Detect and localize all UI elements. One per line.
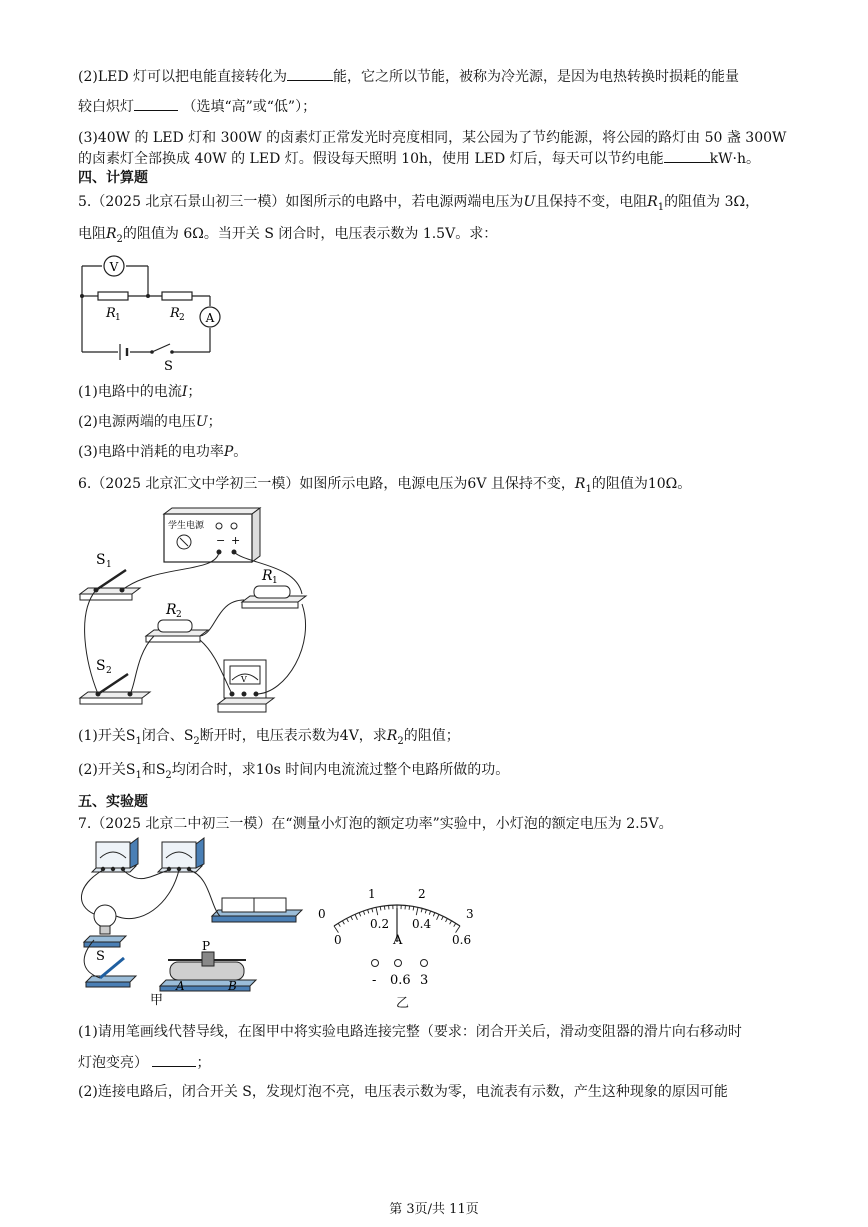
r2-label-sub: 2: [179, 313, 185, 323]
var-P: P: [223, 444, 234, 460]
dial-tick: [446, 918, 448, 922]
p6-text-a: 6.（2025 北京汇文中学初三一模）如图所示电路，电源电压为6V 且保持不变，: [78, 476, 575, 492]
p7-q1: (1)请用笔画线代替导线，在图甲中将实验电路连接完整（要求：闭合开关后，滑动变阻器的滑片向右移动时: [78, 1024, 742, 1040]
r1-label-sub: 1: [115, 313, 121, 323]
p5-q1-end: ；: [187, 384, 202, 400]
p7-figure-yi-ammeter-dial: [312, 880, 482, 992]
p6-q1-text-b: 闭合、: [141, 728, 184, 744]
dial-tick: [437, 914, 439, 919]
p7-figure-jia: [70, 836, 310, 1006]
p5-text-a: 5.（2025 北京石景山初三一模）如图所示的电路中，若电源两端电压为: [78, 194, 524, 210]
dial-tick: [334, 926, 338, 933]
p5-q1-text: (1)电路中的电流: [78, 384, 182, 400]
terminal-label-minus: -: [372, 973, 377, 988]
p6-q1-text-d: 的阻值；: [403, 728, 460, 744]
bulb: [84, 905, 126, 947]
dial-tick: [384, 906, 385, 910]
r1-label-sub: 1: [272, 576, 278, 586]
p6-q2-text-a: (2)开关: [78, 762, 126, 778]
p7-q1-line2: [78, 1052, 210, 1073]
dial-tick: [376, 907, 378, 915]
p5-circuit-diagram: [74, 252, 234, 376]
q3-text-a: 的卤素灯全部换成 40W 的 LED 灯。假设每天照明 10h，使用 LED 灯后，每天可以节约电能: [78, 151, 664, 167]
switch-s1: [80, 570, 140, 600]
battery-box: [212, 898, 302, 922]
q2-line2: [78, 96, 316, 117]
p5-text-c: 的阻值为 3Ω，: [664, 194, 760, 210]
dial-tick: [372, 908, 373, 912]
dial-tick: [456, 926, 460, 933]
p6-text-b: 的阻值为10Ω。: [591, 476, 692, 492]
p5-text-d: 电阻: [78, 226, 106, 242]
voltmeter-label: V: [241, 675, 247, 684]
q2-text-c: 较白炽灯: [78, 99, 134, 115]
q2-text-d: （选填“高”或“低”）；: [182, 99, 317, 115]
dial-tick: [342, 921, 344, 924]
answer-blank[interactable]: [287, 66, 333, 81]
dial-tick: [454, 923, 456, 926]
switch-s2: [80, 674, 150, 704]
var-R: R: [647, 194, 658, 210]
p7-line1: 7.（2025 北京二中初三一模）在“测量小灯泡的额定功率”实验中，小灯泡的额定电压为 2.5V。: [78, 816, 673, 832]
dial-tick: [359, 913, 360, 917]
p7-q1-text-c: ；: [196, 1055, 211, 1071]
dial-tick: [441, 916, 443, 920]
s1-label: S: [96, 552, 106, 568]
minus-terminal-label: −: [216, 534, 226, 547]
terminal-label-0-6: 0.6: [390, 973, 411, 988]
dial-tick: [380, 906, 381, 910]
power-supply: [164, 508, 260, 562]
terminal-minus: [372, 960, 379, 967]
page-footer: 第 3页/共 11页: [389, 1202, 479, 1217]
var-R: R: [386, 728, 398, 744]
resistor-r2-symbol: [162, 292, 192, 300]
figure-yi-caption: 乙: [396, 996, 410, 1011]
scale-top-1: 1: [368, 887, 376, 901]
s2-label: S: [96, 658, 106, 674]
var-S: S: [125, 728, 136, 744]
scale-top-2: 2: [418, 887, 426, 901]
subscript: 1: [585, 483, 592, 495]
subscript: 1: [657, 201, 665, 213]
r1-label: R: [262, 568, 273, 584]
var-S: S: [125, 762, 136, 778]
answer-blank[interactable]: [152, 1052, 196, 1067]
p5-q2-end: ；: [207, 414, 222, 430]
power-supply-label: 学生电源: [168, 521, 205, 531]
dial-tick: [368, 910, 369, 914]
plus-terminal-label: +: [231, 534, 241, 547]
r2-label: R: [170, 306, 180, 321]
q2-line1: [78, 66, 739, 87]
dial-tick: [416, 907, 418, 915]
terminal-0-6: [395, 960, 402, 967]
p7-q2: (2)连接电路后，闭合开关 S，发现灯泡不亮，电压表示数为零，电流表有示数，产生这种现象的原因可能: [78, 1084, 728, 1100]
terminal-b-label: B: [228, 979, 237, 993]
switch-s: [86, 958, 136, 987]
section-heading-5: 五、实验题: [78, 794, 148, 810]
q2-text-b: 能，它之所以节能，被称为冷光源，是因为电热转换时损耗的能量: [333, 69, 740, 85]
dial-tick: [355, 914, 357, 919]
meter-right: [158, 838, 204, 872]
switch-label: S: [164, 359, 173, 374]
dial-tick: [421, 908, 422, 912]
terminal-a-label: A: [176, 979, 185, 993]
slider-label: P: [202, 939, 211, 953]
subscript: 2: [397, 735, 404, 747]
p5-q3-text: (3)电路中消耗的电功率: [78, 444, 224, 460]
subscript: 2: [116, 233, 123, 245]
subscript: 1: [135, 769, 142, 781]
figure-jia-label: 甲: [150, 993, 164, 1006]
subscript: 1: [135, 735, 142, 747]
p5-q2-text: (2)电源两端的电压: [78, 414, 196, 430]
p6-q1-text-a: (1)开关: [78, 728, 126, 744]
answer-blank[interactable]: [134, 96, 178, 111]
meter-left: [92, 838, 138, 872]
var-R: R: [106, 226, 117, 242]
dial-tick: [409, 906, 410, 910]
voltmeter-label: V: [109, 260, 119, 274]
q2-text-a: (2)LED 灯可以把电能直接转化为: [78, 69, 288, 85]
p6-line1: [78, 474, 691, 500]
dial-tick: [433, 913, 434, 917]
q3-line2: [78, 148, 760, 169]
p5-line2: [78, 224, 497, 250]
p5-q2: [78, 412, 222, 432]
scale-top-0: 0: [318, 907, 326, 921]
dial-tick: [425, 910, 426, 914]
scale-top-3: 3: [466, 907, 474, 921]
subscript: 2: [165, 769, 172, 781]
dial-tick: [351, 916, 353, 920]
terminal-3: [421, 960, 428, 967]
resistor-r1-symbol: [98, 292, 128, 300]
p5-line1: [78, 192, 759, 218]
switch-label: S: [96, 949, 105, 964]
ammeter-label: A: [205, 311, 215, 325]
scale-bottom-3: 0.6: [452, 933, 472, 947]
p5-text-e: 的阻值为 6Ω。当开关 S 闭合时，电压表示数为 1.5V。求：: [122, 226, 498, 242]
p6-q1-text-c: 断开时，电压表示数为4V，求: [199, 728, 387, 744]
r1-label: R: [106, 306, 116, 321]
answer-blank[interactable]: [664, 148, 710, 163]
var-S: S: [155, 762, 166, 778]
terminal-label-3: 3: [420, 973, 429, 988]
rheostat: [160, 952, 256, 991]
dial-tick: [413, 906, 414, 910]
p7-q1-text-b: 灯泡变亮）: [78, 1055, 148, 1071]
dial-tick: [338, 923, 340, 926]
p6-q2: [78, 760, 509, 786]
p5-text-b: 且保持不变，电阻: [535, 194, 648, 210]
var-R: R: [574, 476, 586, 492]
dial-tick: [347, 918, 349, 922]
section-heading-4: 四、计算题: [78, 170, 148, 186]
var-I: I: [181, 384, 188, 400]
s1-label-sub: 1: [106, 560, 112, 570]
q3-line1: (3)40W 的 LED 灯和 300W 的卤素灯正常发光时亮度相同，某公园为了节约能源，将公园的路灯由 50 盏 300W: [78, 130, 787, 146]
resistor-r2: [146, 620, 208, 642]
dial-tick: [363, 911, 364, 915]
p5-q3: [78, 442, 247, 462]
resistor-r1: [242, 586, 306, 608]
p5-q3-end: 。: [233, 444, 248, 460]
var-U: U: [195, 414, 208, 430]
p6-circuit-picture: [76, 504, 316, 718]
scale-bottom-2: 0.4: [412, 917, 432, 931]
q3-text-b: kW·h。: [709, 151, 761, 167]
p6-q2-text-b: 和: [141, 762, 156, 778]
dial-tick: [429, 911, 430, 915]
s2-label-sub: 2: [106, 666, 112, 676]
r2-label-sub: 2: [176, 610, 182, 620]
dial-tick: [450, 921, 452, 924]
p5-q1: [78, 382, 201, 402]
scale-bottom-1: 0.2: [370, 917, 390, 931]
subscript: 2: [193, 735, 200, 747]
r2-label: R: [166, 602, 177, 618]
p6-q1: [78, 726, 460, 752]
var-U: U: [523, 194, 536, 210]
p6-q2-text-c: 均闭合时，求10s 时间内电流流过整个电路所做的功。: [171, 762, 510, 778]
var-S: S: [183, 728, 194, 744]
voltmeter: [218, 660, 274, 712]
scale-bottom-0: 0: [334, 933, 342, 947]
dial-unit: A: [393, 933, 403, 948]
